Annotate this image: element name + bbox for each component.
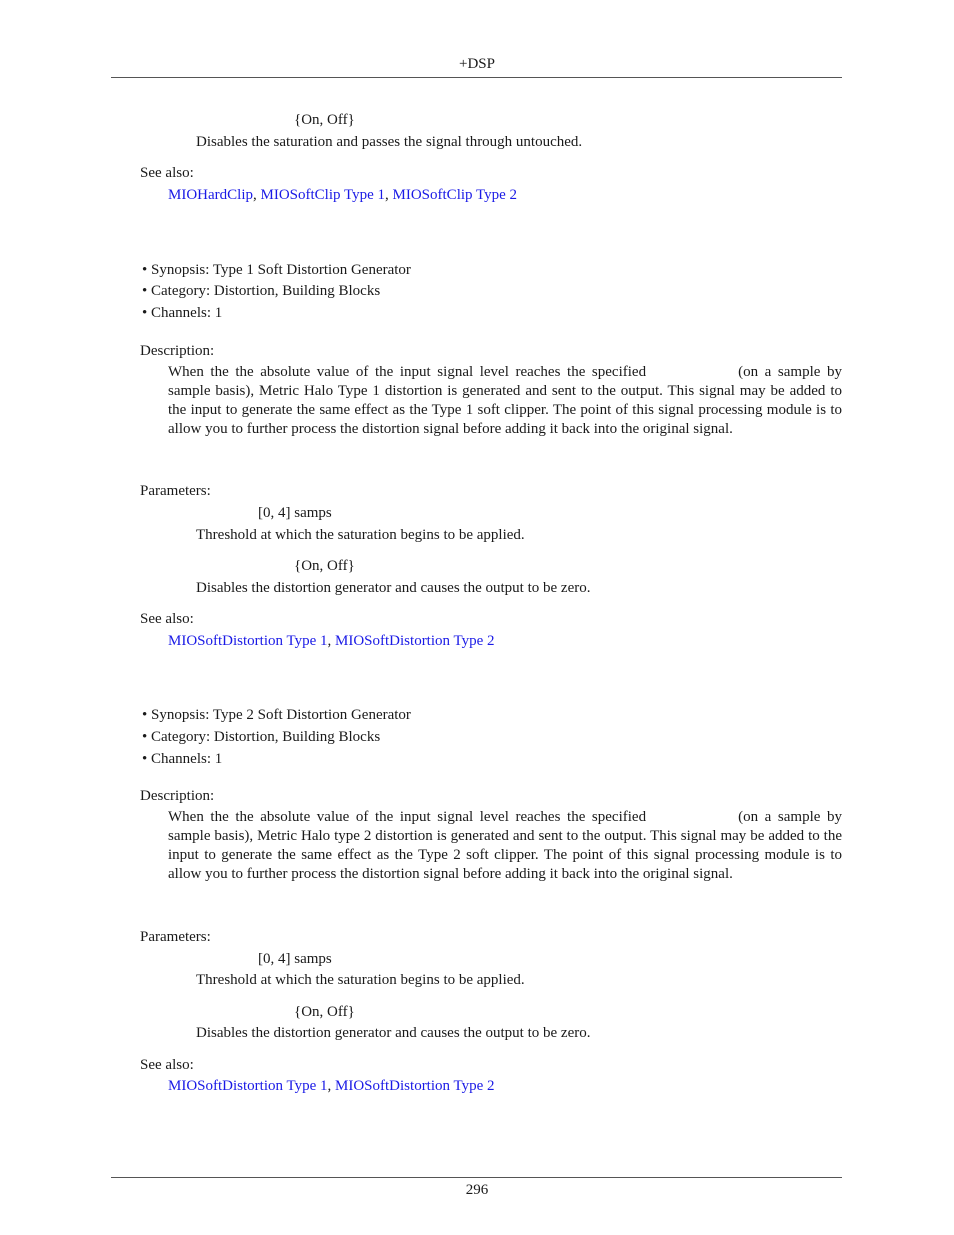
param-range: [0, 4] samps bbox=[258, 951, 332, 967]
bullet-item: • Category: Distortion, Building Blocks bbox=[142, 283, 381, 299]
param-range: [0, 4] samps bbox=[258, 505, 332, 521]
bullet-item: • Synopsis: Type 2 Soft Distortion Generator bbox=[142, 707, 411, 723]
parameters-label: Parameters: bbox=[140, 929, 211, 945]
param-description: Disables the distortion generator and causes the output to be zero. bbox=[196, 580, 591, 596]
bullet-text: Category: Distortion, Building Blocks bbox=[151, 283, 381, 299]
description-post: (on a sample by sample basis), Metric Halo Type 1 distortion is generated and sent to the output. This signal may be added to the input to generate the same effect as the Type 1 soft clipper. The point of this signal processing module is to allow you to further process the distortion signal before adding it back into the original signal. bbox=[168, 364, 842, 437]
link-miosoftclip-type-1[interactable]: MIOSoftClip Type 1 bbox=[260, 187, 386, 203]
bullet-text: Channels: 1 bbox=[151, 751, 223, 767]
description-pre: When the the absolute value of the input signal level reaches the specified bbox=[168, 809, 647, 825]
param-description: Disables the saturation and passes the signal through untouched. bbox=[196, 134, 583, 150]
bullet-text: Synopsis: Type 1 Soft Distortion Generator bbox=[151, 262, 411, 278]
see-also-label: See also: bbox=[140, 611, 194, 627]
footer-rule bbox=[111, 1177, 842, 1178]
description-text bbox=[168, 808, 842, 884]
link-miohardclip[interactable]: MIOHardClip bbox=[168, 187, 253, 203]
see-also-links: MIOSoftDistortion Type 1, MIOSoftDistortion Type 2 bbox=[168, 1078, 495, 1094]
param-range: {On, Off} bbox=[294, 558, 355, 574]
link-miosoftdistortion-type-2[interactable]: MIOSoftDistortion Type 2 bbox=[335, 633, 495, 649]
see-also-links: MIOSoftDistortion Type 1, MIOSoftDistortion Type 2 bbox=[168, 633, 495, 649]
bullet-text: Synopsis: Type 2 Soft Distortion Generator bbox=[151, 707, 411, 723]
link-miosoftdistortion-type-1[interactable]: MIOSoftDistortion Type 1 bbox=[168, 1078, 328, 1094]
param-description: Threshold at which the saturation begins to be applied. bbox=[196, 972, 525, 988]
see-also-label: See also: bbox=[140, 165, 194, 181]
link-miosoftclip-type-2[interactable]: MIOSoftClip Type 2 bbox=[392, 187, 518, 203]
param-range: {On, Off} bbox=[294, 112, 355, 128]
page-number: 296 bbox=[465, 1182, 489, 1198]
bullet-item: • Category: Distortion, Building Blocks bbox=[142, 729, 381, 745]
see-also-links: MIOHardClip, MIOSoftClip Type 1, MIOSoftClip Type 2 bbox=[168, 187, 518, 203]
bullet-item: • Channels: 1 bbox=[142, 751, 223, 767]
bullet-item: • Synopsis: Type 1 Soft Distortion Generator bbox=[142, 262, 411, 278]
description-pre: When the the absolute value of the input signal level reaches the specified bbox=[168, 364, 647, 380]
link-miosoftdistortion-type-1[interactable]: MIOSoftDistortion Type 1 bbox=[168, 633, 328, 649]
param-range: {On, Off} bbox=[294, 1004, 355, 1020]
see-also-label: See also: bbox=[140, 1057, 194, 1073]
bullet-text: Category: Distortion, Building Blocks bbox=[151, 729, 381, 745]
description-label: Description: bbox=[140, 343, 215, 359]
header-rule bbox=[111, 77, 842, 78]
bullet-text: Channels: 1 bbox=[151, 305, 223, 321]
parameters-label: Parameters: bbox=[140, 483, 211, 499]
description-label: Description: bbox=[140, 788, 215, 804]
param-description: Disables the distortion generator and causes the output to be zero. bbox=[196, 1025, 591, 1041]
param-description: Threshold at which the saturation begins to be applied. bbox=[196, 527, 525, 543]
description-post: (on a sample by sample basis), Metric Halo type 2 distortion is generated and sent to the output. This signal may be added to the input to generate the same effect as the Type 2 soft clipper. The point of this signal processing module is to allow you to further process the distortion signal before adding it back into the original signal. bbox=[168, 809, 842, 882]
description-text bbox=[168, 363, 842, 439]
page-header-title: +DSP bbox=[459, 56, 495, 72]
bullet-item: • Channels: 1 bbox=[142, 305, 223, 321]
link-miosoftdistortion-type-2[interactable]: MIOSoftDistortion Type 2 bbox=[335, 1078, 495, 1094]
